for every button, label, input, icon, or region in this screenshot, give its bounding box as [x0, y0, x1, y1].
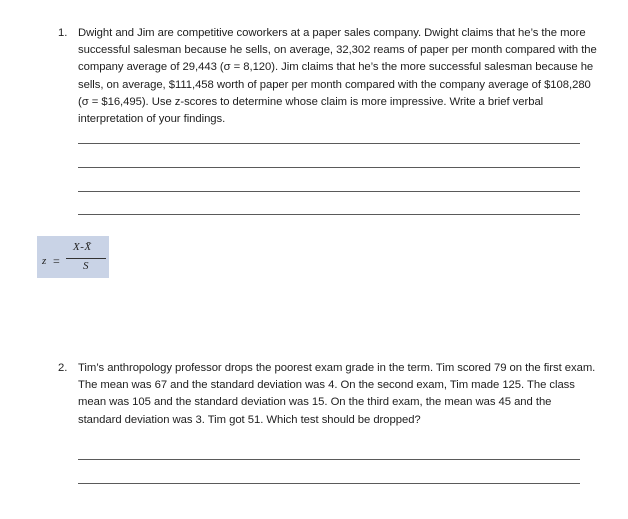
question-2-number: 2.	[58, 362, 68, 374]
answer-line	[78, 214, 580, 215]
question-2	[58, 360, 598, 429]
formula-fraction-bar	[66, 258, 106, 259]
answer-line	[78, 191, 580, 192]
question-1-number: 1.	[58, 27, 68, 39]
answer-line	[78, 459, 580, 460]
formula-numerator: X-X̄	[73, 241, 92, 253]
answer-line	[78, 483, 580, 484]
question-1	[58, 25, 598, 128]
answer-line	[78, 167, 580, 168]
answer-line	[78, 143, 580, 144]
question-2-text: Tim’s anthropology professor drops the poorest exam grade in the term. Tim scored 79 on the first exam. The mean was 67 and the standard deviation was 4. On the second exam, Tim made 125. The class mean was 105 and the standard deviation was 15. On the third exam, the mean was 45 and the standard deviation was 3. Tim got 51. Which test should be dropped?	[78, 362, 596, 426]
question-1-text: Dwight and Jim are competitive coworkers at a paper sales company. Dwight claims that he’s the more successful salesman because he sells, on average, 32,302 reams of paper per month compared with the company average of 29,443 (σ = 8,120). Jim claims that he’s the more successful salesman because he sells, on average, $111,458 worth of paper per month compared with the company average of $108,280 (σ = $16,495). Use z-scores to determine whose claim is more impressive. Write a brief verbal interpretation of your findings.	[78, 27, 597, 126]
z-score-formula	[37, 236, 109, 278]
formula-equals: =	[53, 254, 60, 268]
formula-z: z	[42, 255, 47, 267]
formula-denominator: S	[83, 260, 89, 272]
